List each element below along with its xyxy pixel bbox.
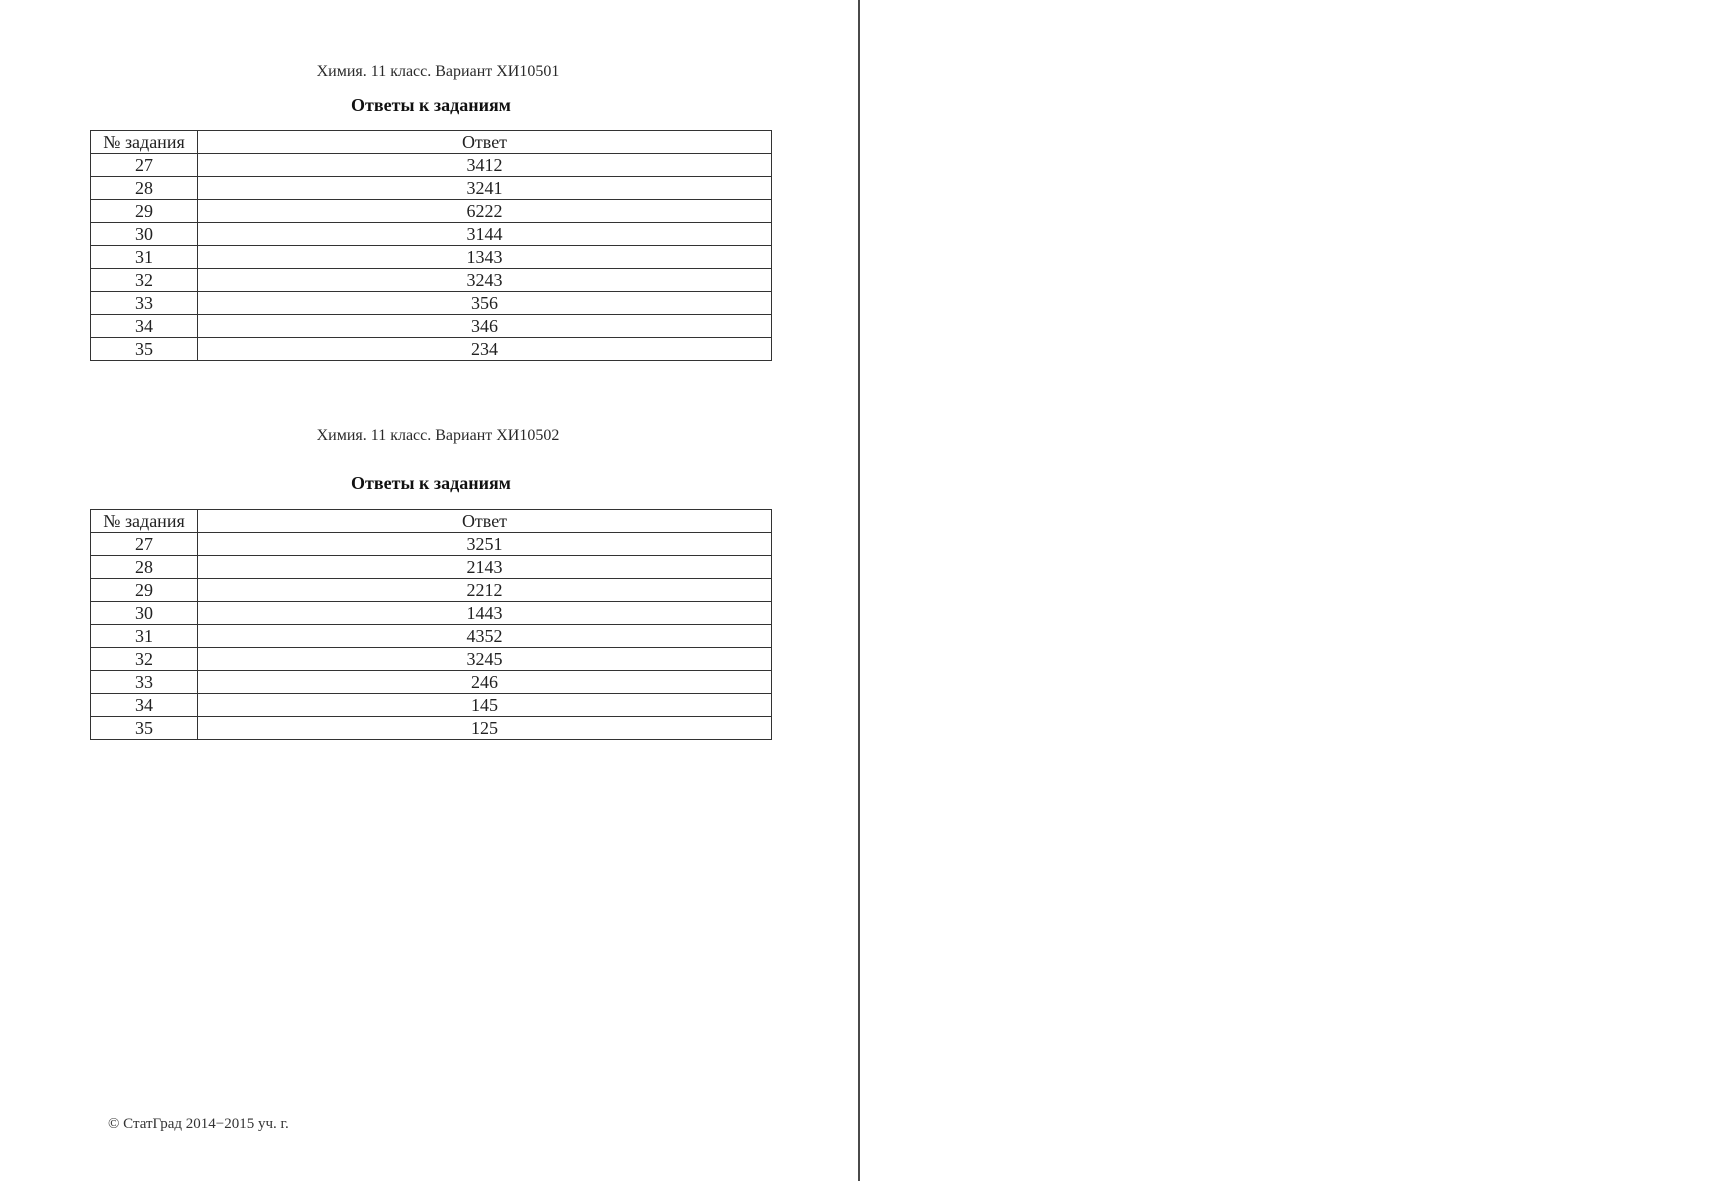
task-number-cell: 35	[91, 717, 198, 740]
answer-cell: 4352	[198, 625, 772, 648]
answer-cell: 246	[198, 671, 772, 694]
variant-1-answers-table	[90, 130, 772, 361]
task-number-cell: 29	[91, 579, 198, 602]
task-number-cell: 30	[91, 223, 198, 246]
task-number-cell: 33	[91, 671, 198, 694]
task-number-cell: 32	[91, 269, 198, 292]
task-number-cell: 34	[91, 315, 198, 338]
answer-cell: 3243	[198, 269, 772, 292]
task-number-cell: 34	[91, 694, 198, 717]
answer-cell: 3251	[198, 533, 772, 556]
page-divider	[858, 0, 860, 1181]
variant-2-title: Ответы к заданиям	[351, 473, 511, 493]
task-number-cell: 31	[91, 625, 198, 648]
table-header-row	[91, 510, 772, 533]
variant-1-section	[90, 62, 772, 361]
table-row	[91, 556, 772, 579]
task-number-cell: 33	[91, 292, 198, 315]
answer-cell: 346	[198, 315, 772, 338]
variant-1-header: Химия. 11 класс. Вариант ХИ10501	[316, 63, 560, 80]
task-number-cell: 28	[91, 556, 198, 579]
task-number-cell: 28	[91, 177, 198, 200]
task-number-cell: 29	[91, 200, 198, 223]
answer-cell: 3144	[198, 223, 772, 246]
answer-cell: 3412	[198, 154, 772, 177]
table-row	[91, 292, 772, 315]
table-row	[91, 602, 772, 625]
table-row	[91, 694, 772, 717]
task-number-cell: 32	[91, 648, 198, 671]
table-row	[91, 200, 772, 223]
variant-2-answers-table	[90, 509, 772, 740]
answer-cell: 145	[198, 694, 772, 717]
answer-cell: 1443	[198, 602, 772, 625]
task-number-cell: 31	[91, 246, 198, 269]
table-row	[91, 269, 772, 292]
task-number-cell: 27	[91, 154, 198, 177]
answer-cell: 6222	[198, 200, 772, 223]
answer-cell: 2143	[198, 556, 772, 579]
table-row	[91, 625, 772, 648]
column-header-task-number: № задания	[91, 131, 198, 154]
variant-2-header: Химия. 11 класс. Вариант ХИ10502	[316, 427, 560, 444]
table-row	[91, 648, 772, 671]
variant-1-title: Ответы к заданиям	[351, 95, 511, 115]
table-row	[91, 533, 772, 556]
answer-cell: 3241	[198, 177, 772, 200]
table-row	[91, 579, 772, 602]
answer-cell: 3245	[198, 648, 772, 671]
column-header-answer: Ответ	[198, 131, 772, 154]
table-row	[91, 338, 772, 361]
table-row	[91, 671, 772, 694]
column-header-answer: Ответ	[198, 510, 772, 533]
table-row	[91, 154, 772, 177]
table-row	[91, 246, 772, 269]
answer-cell: 356	[198, 292, 772, 315]
task-number-cell: 35	[91, 338, 198, 361]
copyright-footer: © СтатГрад 2014−2015 уч. г.	[108, 1116, 289, 1132]
variant-2-section	[90, 426, 772, 740]
table-row	[91, 717, 772, 740]
answer-cell: 125	[198, 717, 772, 740]
table-header-row	[91, 131, 772, 154]
table-row	[91, 315, 772, 338]
column-header-task-number: № задания	[91, 510, 198, 533]
answer-cell: 234	[198, 338, 772, 361]
answer-cell: 2212	[198, 579, 772, 602]
task-number-cell: 30	[91, 602, 198, 625]
answer-cell: 1343	[198, 246, 772, 269]
task-number-cell: 27	[91, 533, 198, 556]
table-row	[91, 177, 772, 200]
table-row	[91, 223, 772, 246]
